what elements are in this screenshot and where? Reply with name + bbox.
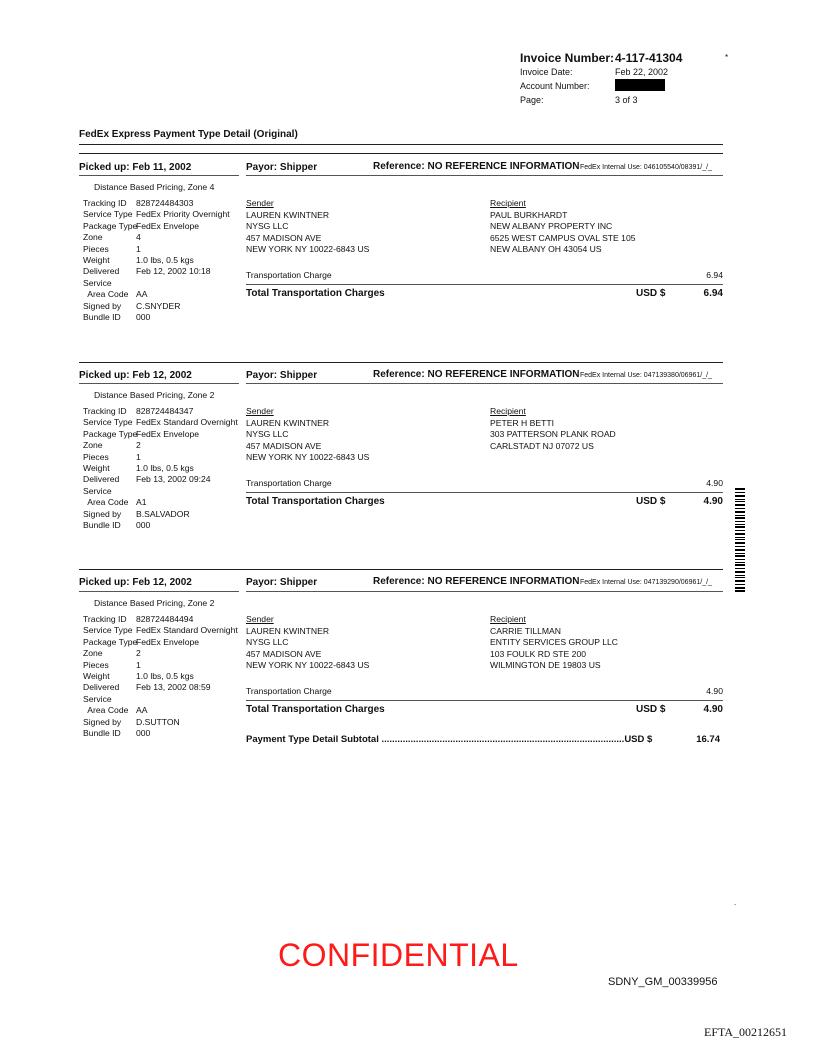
- detail-value: 828724484303: [136, 198, 194, 208]
- detail-value: FedEx Envelope: [136, 220, 200, 231]
- sender-line: NEW YORK NY 10022-6843 US: [246, 452, 370, 463]
- invoice-number-label: Invoice Number:: [520, 51, 615, 65]
- bates-number: SDNY_GM_00339956: [608, 976, 718, 988]
- account-number-label: Account Number:: [520, 81, 590, 91]
- detail-key: Service Type: [83, 625, 133, 636]
- sender-block: [246, 198, 369, 256]
- detail-value: AA: [136, 289, 148, 300]
- recipient-block: [490, 614, 618, 672]
- detail-key: Signed by: [83, 716, 122, 727]
- recipient-line: WILMINGTON DE 19803 US: [490, 660, 601, 671]
- sender-line: LAUREN KWINTNER: [246, 209, 330, 220]
- detail-key: Bundle ID: [83, 312, 121, 322]
- detail-key: Delivered: [83, 474, 120, 485]
- sender-line: LAUREN KWINTNER: [246, 625, 330, 636]
- pricing-note: Distance Based Pricing, Zone 2: [94, 598, 215, 608]
- detail-value: 1.0 lbs, 0.5 kgs: [136, 463, 194, 473]
- reference: Reference: NO REFERENCE INFORMATION: [373, 576, 580, 587]
- detail-key: Tracking ID: [83, 198, 127, 208]
- sender-line: 457 MADISON AVE: [246, 648, 322, 659]
- detail-value: 4: [136, 232, 141, 243]
- detail-value: 828724484347: [136, 406, 194, 416]
- sender-line: 457 MADISON AVE: [246, 440, 322, 451]
- detail-value: A1: [136, 497, 147, 508]
- transport-label: Transportation Charge: [246, 478, 332, 488]
- redacted-account-number: [615, 79, 665, 91]
- total-value: 4.90: [703, 704, 723, 715]
- recipient-label: Recipient: [490, 614, 526, 624]
- detail-key: Service: [83, 693, 112, 704]
- detail-key: Package Type: [83, 636, 138, 647]
- picked-up: Picked up: Feb 12, 2002: [79, 370, 192, 381]
- total-rule: [246, 492, 723, 493]
- recipient-label: Recipient: [490, 406, 526, 416]
- payor: Payor: Shipper: [246, 577, 318, 588]
- subtotal-label: Payment Type Detail Subtotal ............................................................................................USD $: [246, 734, 653, 745]
- detail-value: C.SNYDER: [136, 300, 181, 311]
- detail-key: Tracking ID: [83, 406, 127, 416]
- pricing-note: Distance Based Pricing, Zone 4: [94, 182, 215, 192]
- sender-line: NYSG LLC: [246, 221, 289, 232]
- total-rule: [246, 700, 723, 701]
- sender-line: NYSG LLC: [246, 637, 289, 648]
- rule-right: [246, 175, 723, 176]
- detail-key: Pieces: [83, 451, 109, 462]
- detail-key: Signed by: [83, 508, 122, 519]
- internal-use: FedEx Internal Use: 047139380/06961/_/_: [580, 372, 712, 379]
- detail-value: AA: [136, 705, 148, 716]
- transport-label: Transportation Charge: [246, 686, 332, 696]
- detail-value: Feb 13, 2002 09:24: [136, 474, 211, 485]
- shipment-top-rule: [79, 362, 723, 363]
- detail-key: Weight: [83, 255, 110, 265]
- section-rule: [79, 144, 723, 145]
- internal-use: FedEx Internal Use: 046105540/08391/_/_: [580, 164, 712, 171]
- recipient-line: 6525 WEST CAMPUS OVAL STE 105: [490, 232, 636, 243]
- detail-key: Tracking ID: [83, 614, 127, 624]
- shipment-top-rule: [79, 153, 723, 154]
- total-label: Total Transportation Charges: [246, 496, 385, 507]
- detail-value: D.SUTTON: [136, 716, 180, 727]
- picked-up: Picked up: Feb 11, 2002: [79, 162, 192, 173]
- detail-value: FedEx Standard Overnight: [136, 625, 238, 636]
- recipient-label: Recipient: [490, 198, 526, 208]
- sender-label: Sender: [246, 406, 274, 416]
- detail-key: Service Type: [83, 417, 133, 428]
- recipient-line: PAUL BURKHARDT: [490, 209, 568, 220]
- detail-key: Area Code: [83, 289, 129, 300]
- sender-block: [246, 406, 369, 464]
- detail-key: Delivered: [83, 266, 120, 277]
- reference: Reference: NO REFERENCE INFORMATION: [373, 161, 580, 172]
- transport-label: Transportation Charge: [246, 270, 332, 280]
- recipient-line: 103 FOULK RD STE 200: [490, 648, 587, 659]
- detail-key: Weight: [83, 463, 110, 473]
- rule-right: [246, 591, 723, 592]
- efta-number: EFTA_00212651: [704, 1025, 788, 1039]
- footer-dot: .: [734, 898, 737, 907]
- detail-value: 828724484494: [136, 614, 194, 624]
- detail-value: 1: [136, 243, 141, 254]
- page-value: 3 of 3: [615, 95, 638, 105]
- total-rule: [246, 284, 723, 285]
- recipient-line: NEW ALBANY OH 43054 US: [490, 244, 602, 255]
- detail-value: FedEx Envelope: [136, 636, 200, 647]
- detail-key: Package Type: [83, 428, 138, 439]
- detail-value: 1: [136, 659, 141, 670]
- detail-key: Delivered: [83, 682, 120, 693]
- picked-up: Picked up: Feb 12, 2002: [79, 577, 192, 588]
- detail-value: FedEx Standard Overnight: [136, 417, 238, 428]
- transport-value: 4.90: [706, 686, 723, 696]
- detail-key: Weight: [83, 671, 110, 681]
- total-value: 6.94: [703, 288, 723, 299]
- detail-value: FedEx Envelope: [136, 428, 200, 439]
- detail-key: Zone: [83, 232, 103, 243]
- detail-key: Signed by: [83, 300, 122, 311]
- detail-value: 000: [136, 520, 151, 530]
- detail-value: 2: [136, 648, 141, 659]
- detail-value: 1: [136, 451, 141, 462]
- recipient-block: [490, 406, 616, 452]
- detail-key: Bundle ID: [83, 728, 121, 738]
- rule-right: [246, 383, 723, 384]
- sender-line: NEW YORK NY 10022-6843 US: [246, 660, 370, 671]
- detail-key: Pieces: [83, 243, 109, 254]
- rule-left: [79, 175, 239, 176]
- total-currency: USD $: [636, 496, 666, 507]
- barcode: [735, 488, 745, 592]
- shipment-details: [83, 198, 243, 328]
- total-value: 4.90: [703, 496, 723, 507]
- detail-key: Area Code: [83, 705, 129, 716]
- detail-key: Pieces: [83, 659, 109, 670]
- payor: Payor: Shipper: [246, 162, 318, 173]
- recipient-line: ENTITY SERVICES GROUP LLC: [490, 637, 618, 648]
- detail-value: FedEx Priority Overnight: [136, 209, 230, 220]
- detail-value: Feb 12, 2002 10:18: [136, 266, 211, 277]
- recipient-block: [490, 198, 636, 256]
- shipment-top-rule: [79, 569, 723, 570]
- invoice-number-value: 4-117-41304: [615, 51, 683, 65]
- detail-value: 000: [136, 312, 151, 322]
- detail-value: B.SALVADOR: [136, 508, 190, 519]
- detail-key: Zone: [83, 440, 103, 451]
- detail-key: Service Type: [83, 209, 133, 220]
- sender-line: LAUREN KWINTNER: [246, 417, 330, 428]
- payor: Payor: Shipper: [246, 370, 318, 381]
- detail-key: Bundle ID: [83, 520, 121, 530]
- sender-block: [246, 614, 369, 672]
- invoice-date-label: Invoice Date:: [520, 67, 573, 77]
- shipment-details: [83, 406, 243, 536]
- recipient-line: CARRIE TILLMAN: [490, 625, 561, 636]
- internal-use: FedEx Internal Use: 047139290/06961/_/_: [580, 579, 712, 586]
- detail-value: 1.0 lbs, 0.5 kgs: [136, 671, 194, 681]
- section-title: FedEx Express Payment Type Detail (Original): [79, 129, 298, 140]
- page-label: Page:: [520, 95, 544, 105]
- detail-value: Feb 13, 2002 08:59: [136, 682, 211, 693]
- recipient-line: 303 PATTERSON PLANK ROAD: [490, 429, 616, 440]
- rule-left: [79, 383, 239, 384]
- detail-value: 1.0 lbs, 0.5 kgs: [136, 255, 194, 265]
- shipment-details: [83, 614, 243, 744]
- detail-value: 000: [136, 728, 151, 738]
- total-currency: USD $: [636, 704, 666, 715]
- sender-label: Sender: [246, 198, 274, 208]
- sender-line: NYSG LLC: [246, 429, 289, 440]
- transport-value: 6.94: [706, 270, 723, 280]
- detail-key: Service: [83, 277, 112, 288]
- recipient-line: PETER H BETTI: [490, 417, 554, 428]
- invoice-date-value: Feb 22, 2002: [615, 67, 669, 77]
- subtotal-value: 16.74: [696, 734, 720, 745]
- corner-mark: *: [725, 53, 729, 62]
- recipient-line: CARLSTADT NJ 07072 US: [490, 440, 594, 451]
- recipient-line: NEW ALBANY PROPERTY INC: [490, 221, 613, 232]
- total-label: Total Transportation Charges: [246, 288, 385, 299]
- confidential-stamp: CONFIDENTIAL: [278, 937, 519, 973]
- total-currency: USD $: [636, 288, 666, 299]
- sender-line: NEW YORK NY 10022-6843 US: [246, 244, 370, 255]
- detail-key: Package Type: [83, 220, 138, 231]
- reference: Reference: NO REFERENCE INFORMATION: [373, 369, 580, 380]
- sender-line: 457 MADISON AVE: [246, 232, 322, 243]
- total-label: Total Transportation Charges: [246, 704, 385, 715]
- rule-left: [79, 591, 239, 592]
- pricing-note: Distance Based Pricing, Zone 2: [94, 390, 215, 400]
- sender-label: Sender: [246, 614, 274, 624]
- detail-value: 2: [136, 440, 141, 451]
- transport-value: 4.90: [706, 478, 723, 488]
- detail-key: Zone: [83, 648, 103, 659]
- detail-key: Service: [83, 485, 112, 496]
- detail-key: Area Code: [83, 497, 129, 508]
